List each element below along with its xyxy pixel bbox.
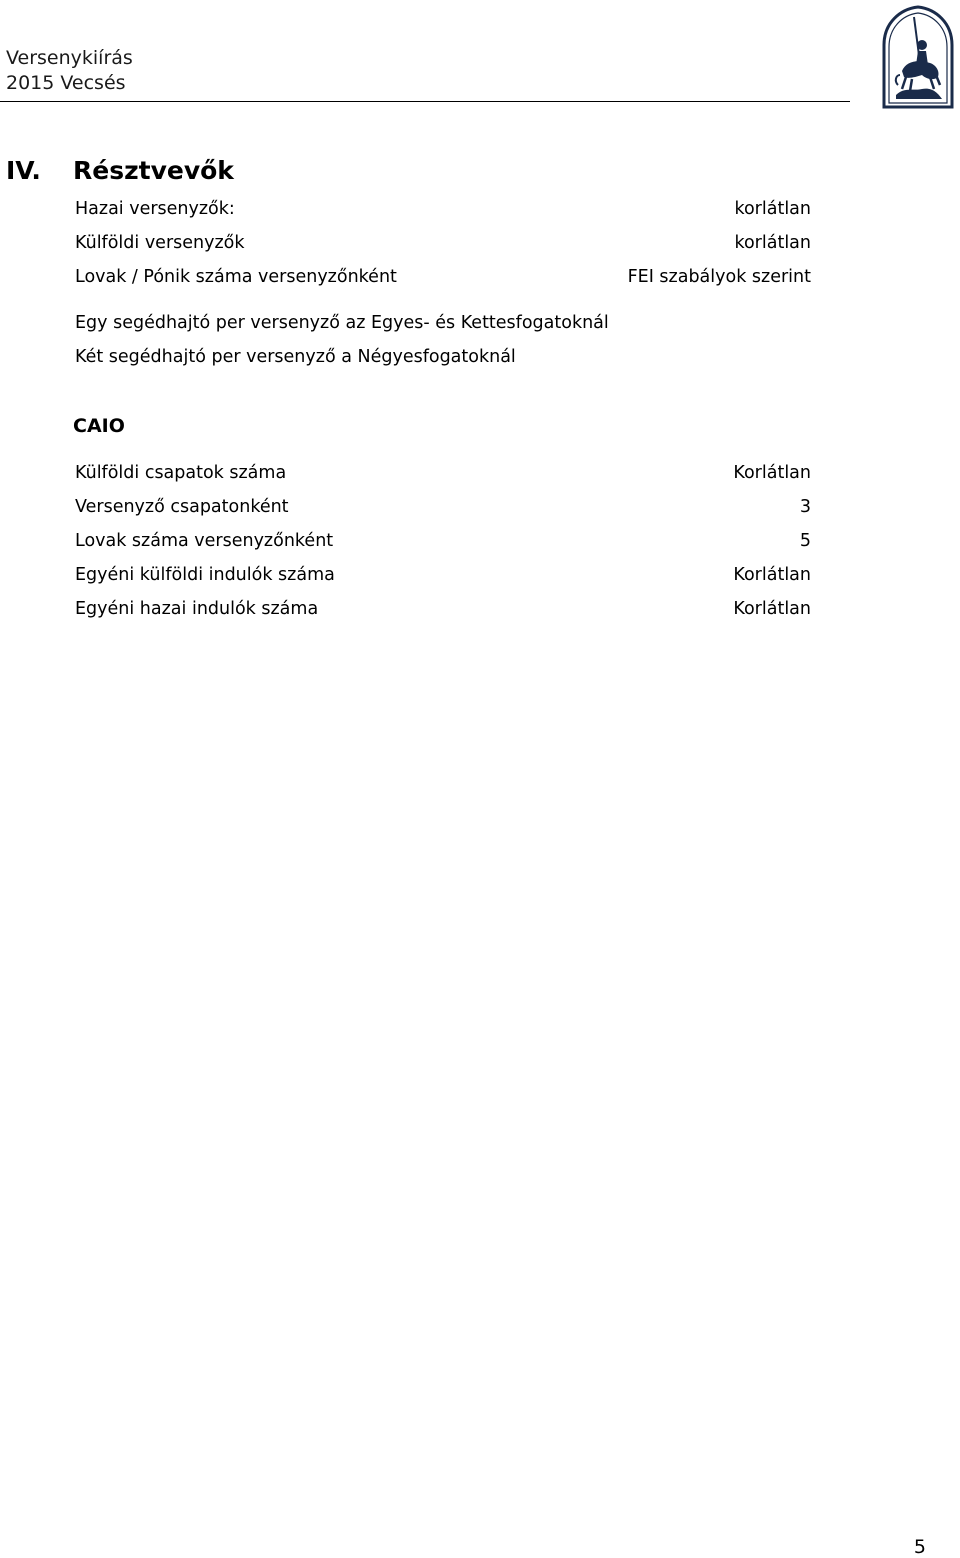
row-value: 5 (799, 531, 811, 551)
section-number: IV. (6, 156, 41, 185)
caio-row (75, 597, 811, 621)
caio-row (75, 529, 811, 553)
caio-row (75, 563, 811, 587)
document-subtitle: 2015 Vecsés (6, 72, 126, 94)
row-value: 3 (799, 497, 811, 517)
row-label: Lovak száma versenyzőnként (75, 531, 334, 551)
row-value: Korlátlan (733, 565, 811, 585)
participant-row (75, 231, 811, 255)
row-value: Korlátlan (733, 599, 811, 619)
row-value: FEI szabályok szerint (627, 267, 811, 287)
row-label: Versenyző csapatonként (75, 497, 289, 517)
row-label: Külföldi versenyzők (75, 233, 245, 253)
header-divider (0, 101, 850, 102)
row-label: Egyéni külföldi indulók száma (75, 565, 335, 585)
row-label: Egyéni hazai indulók száma (75, 599, 319, 619)
note-line: Két segédhajtó per versenyző a Négyesfogatoknál (75, 347, 516, 367)
row-value: korlátlan (734, 233, 811, 253)
caio-heading: CAIO (73, 415, 125, 437)
page-number: 5 (913, 1536, 926, 1558)
st-george-emblem-icon (878, 5, 958, 111)
note-line: Egy segédhajtó per versenyző az Egyes- és Kettesfogatoknál (75, 313, 609, 333)
row-value: korlátlan (734, 199, 811, 219)
participant-row (75, 197, 811, 221)
row-label: Lovak / Pónik száma versenyzőnként (75, 267, 397, 287)
document-title: Versenykiírás (6, 47, 133, 69)
caio-row (75, 495, 811, 519)
section-title: Résztvevők (73, 156, 234, 185)
row-label: Hazai versenyzők: (75, 199, 235, 219)
row-label: Külföldi csapatok száma (75, 463, 287, 483)
caio-row (75, 461, 811, 485)
section-heading (6, 155, 234, 187)
row-value: Korlátlan (733, 463, 811, 483)
participant-row (75, 265, 811, 289)
